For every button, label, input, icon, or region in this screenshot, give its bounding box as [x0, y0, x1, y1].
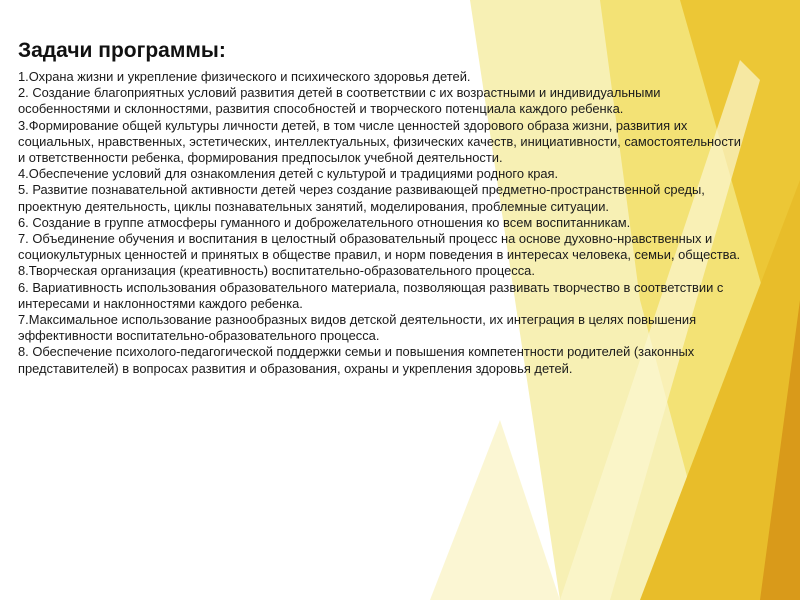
task-item: 5. Развитие познавательной активности детей через создание развивающей предметно-пространственной среды, проектную деятельность, циклы познавательных занятий, моделирования, проблемные ситуации. [18, 182, 705, 214]
slide-title: Задачи программы: [18, 39, 226, 62]
task-item: 7. Объединение обучения и воспитания в целостный образовательный процесс на основе духовно-нравственных и социокультурных ценностей и принятых в обществе правил, и норм поведения в интересах человека, семьи, общества. [18, 231, 741, 263]
task-item: 7.Максимальное использование разнообразных видов детской деятельности, их интеграция в целях повышения эффективности воспитательно-образовательного процесса. [18, 312, 697, 344]
task-item: 6. Вариативность использования образовательного материала, позволяющая развивать творчество в соответствии с интересами и наклонностями каждого ребенка. [18, 279, 724, 311]
task-list [18, 69, 748, 377]
task-item: 8.Творческая организация (креативность) воспитательно-образовательного процесса. [18, 263, 535, 279]
task-item: 6. Создание в группе атмосферы гуманного и доброжелательного отношения ко всем воспитанникам. [18, 214, 631, 230]
task-item: 4.Обеспечение условий для ознакомления детей с культурой и традициями родного края. [18, 166, 559, 182]
task-item: 1.Охрана жизни и укрепление физического и психического здоровья детей. [18, 69, 471, 84]
task-item: 3.Формирование общей культуры личности детей, в том числе ценностей здорового образа жизни, развития их социальных, нравственных, эстетических, интеллектуальных, физических качеств, инициативности, самостоятельности и ответственности ребенка, формирования предпосылок учебной деятельности. [18, 117, 741, 166]
task-item: 2. Создание благоприятных условий развития детей в соответствии с их возрастными и индивидуальными особенностями и склонностями, развития способностей и творческого потенциала каждого ребенка. [18, 85, 661, 117]
task-item: 8. Обеспечение психолого-педагогической поддержки семьи и повышения компетентности родителей (законных представителей) в вопросах развития и образования, охраны и укрепления здоровья детей. [18, 344, 695, 376]
content-area [18, 38, 748, 377]
